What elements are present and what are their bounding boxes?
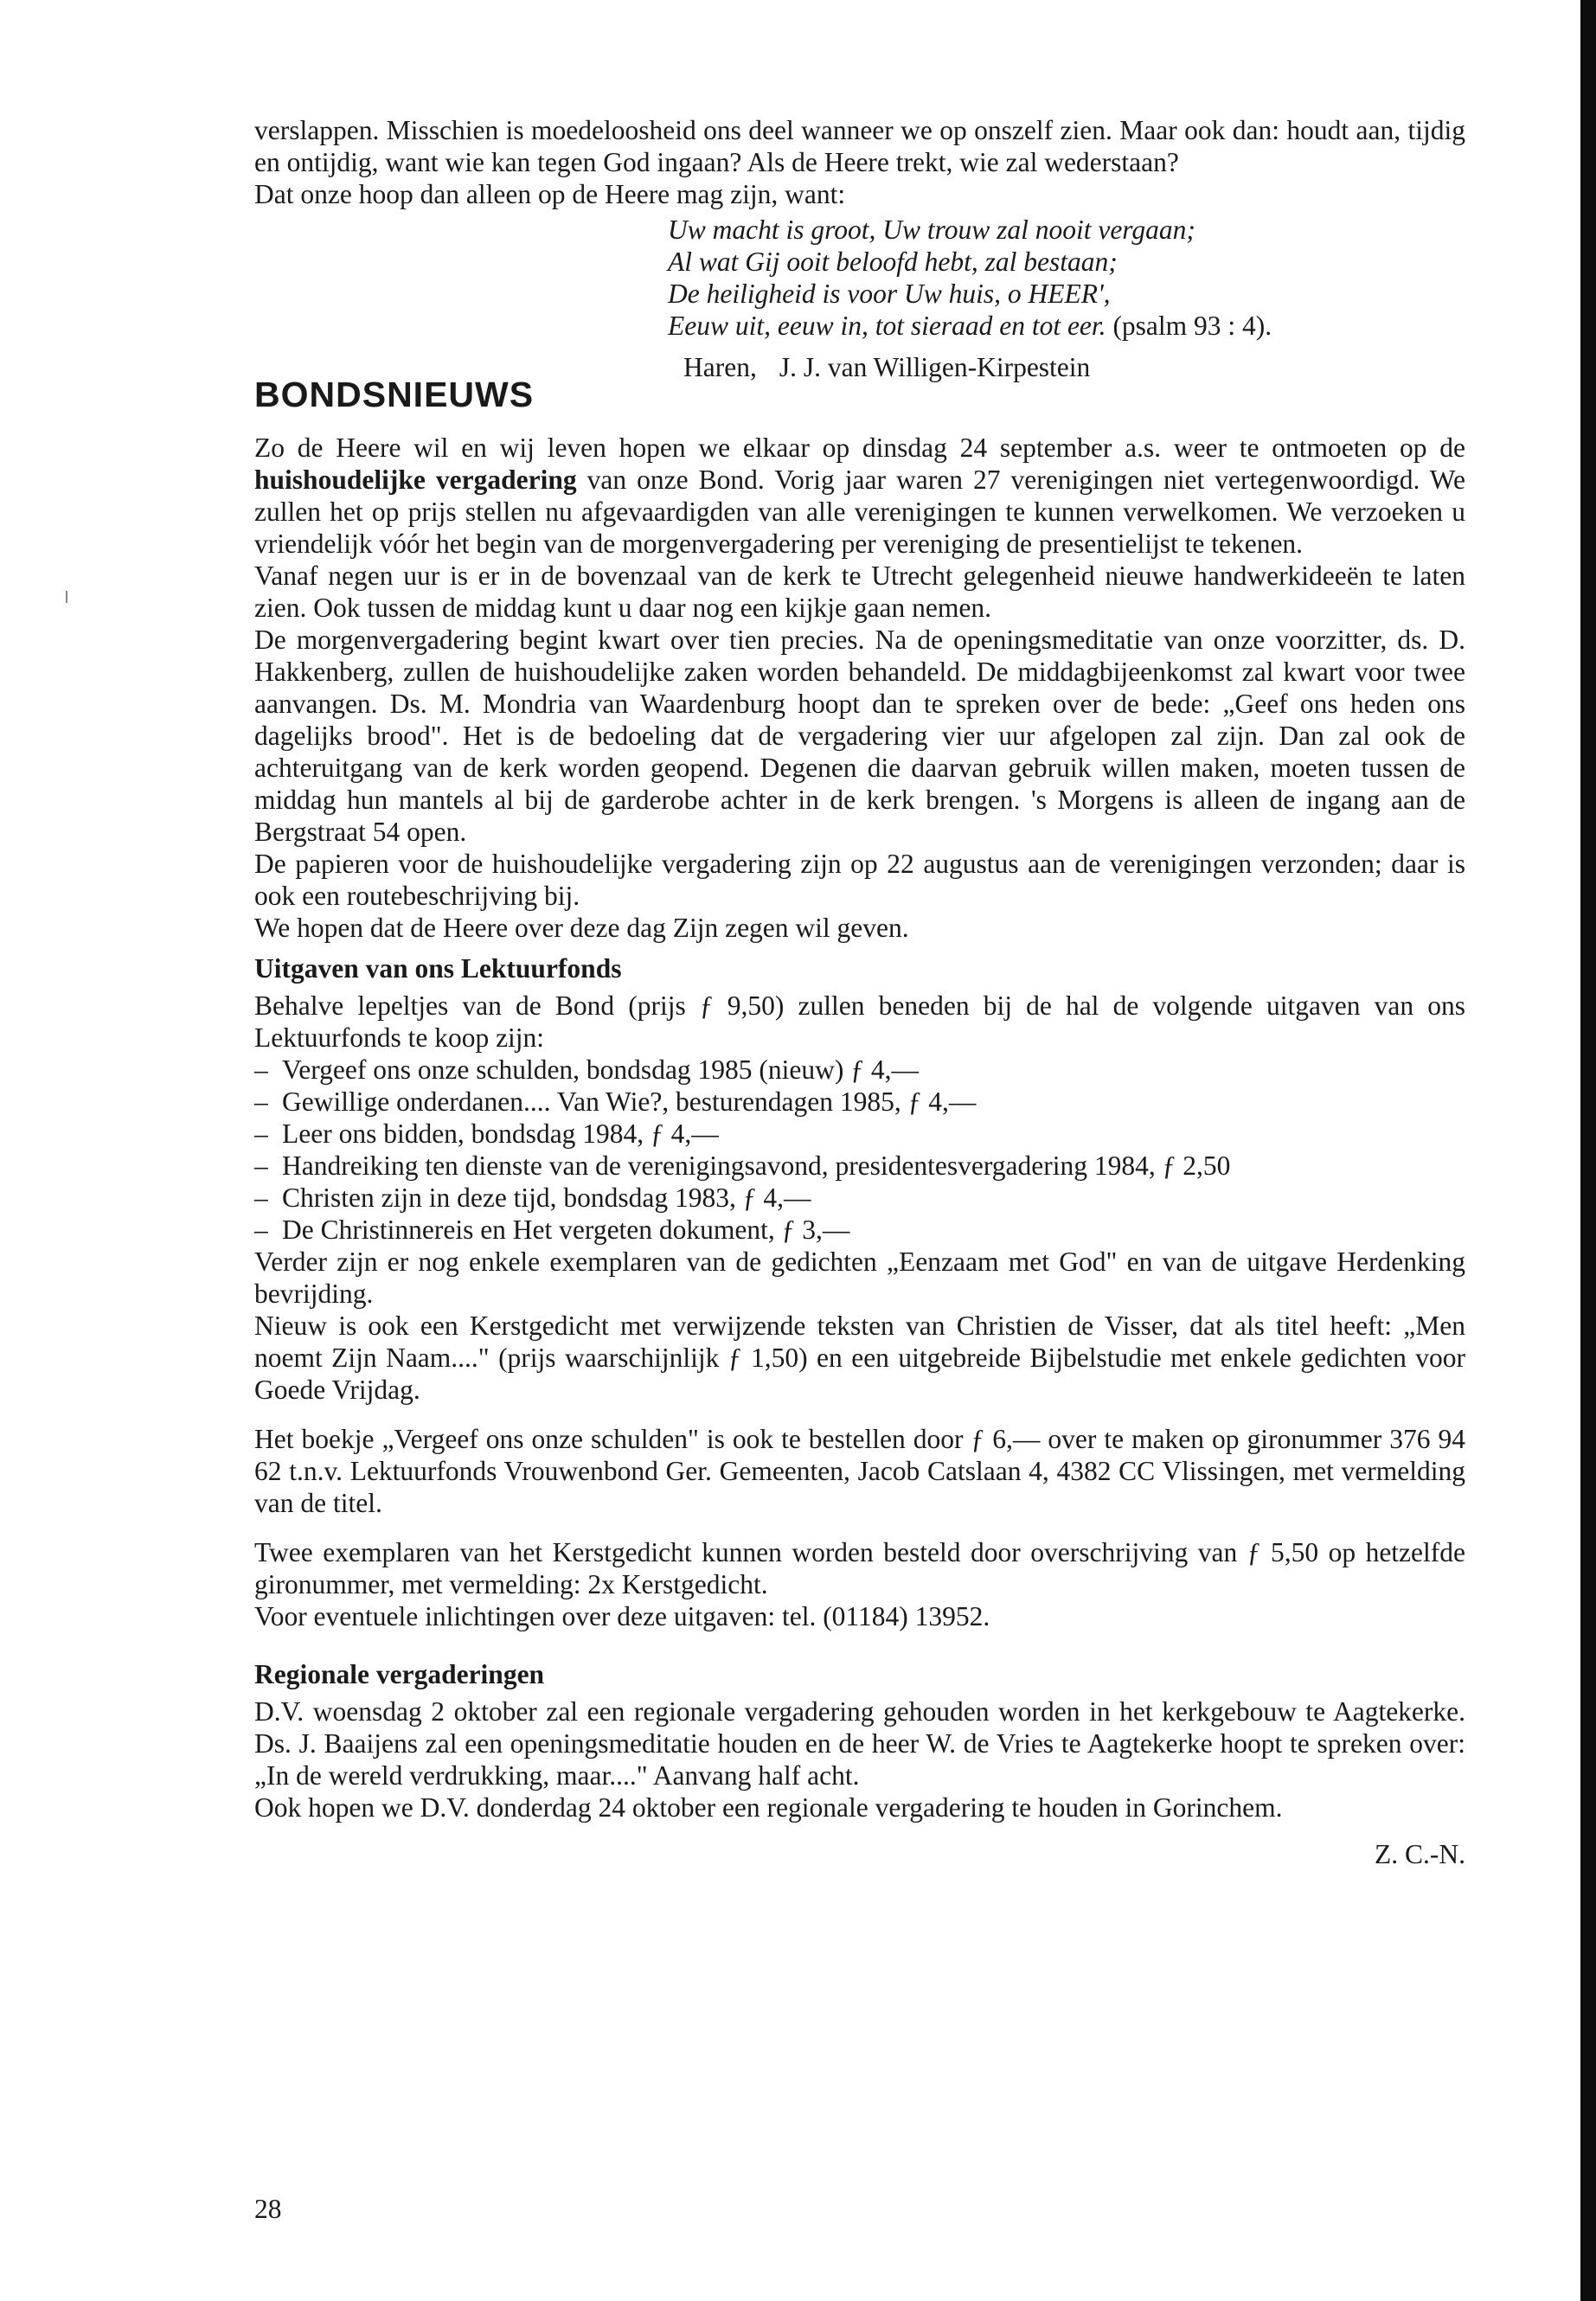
- list-item-text: Handreiking ten dienste van de verenigingsavond, presidentesvergadering 1984, ƒ 2,50: [282, 1150, 1231, 1181]
- signature-place: Haren,: [683, 352, 757, 382]
- psalm-quote: [668, 214, 1465, 342]
- poem-line: Al wat Gij ooit beloofd hebt, zal bestaan;: [668, 247, 1118, 277]
- kerstgedicht-paragraph: Twee exemplaren van het Kerstgedicht kunnen worden besteld door overschrijving van ƒ 5,50 op hetzelfde gironummer, met vermelding: 2x Kerstgedicht.: [254, 1537, 1465, 1599]
- psalm-reference: (psalm 93 : 4).: [1112, 311, 1272, 341]
- list-dash: –: [254, 1118, 268, 1149]
- list-item: [254, 1054, 1465, 1086]
- author-signature: [683, 352, 1090, 383]
- regional-heading: Regionale vergaderingen: [254, 1659, 545, 1689]
- order-paragraph: Het boekje „Vergeef ons onze schulden" is ook te bestellen door ƒ 6,— over te maken op gironummer 376 94 62 t.n.v. Lektuurfonds Vrouwenbond Ger. Gemeenten, Jacob Catslaan 4, 4382 CC Vlissingen, met vermelding van de titel.: [254, 1424, 1465, 1518]
- poem-line-text: Eeuw uit, eeuw in, tot sieraad en tot eer.: [668, 311, 1106, 341]
- news-paragraph: Vanaf negen uur is er in de bovenzaal van de kerk te Utrecht gelegenheid nieuwe handwerkideeën te laten zien. Ook tussen de middag kunt u daar nog een kijkje gaan nemen.: [254, 561, 1465, 623]
- news-paragraph: [254, 432, 1465, 560]
- list-item-text: De Christinnereis en Het vergeten dokument, ƒ 3,—: [282, 1215, 850, 1245]
- intro-paragraph: verslappen. Misschien is moedeloosheid ons deel wanneer we op onszelf zien. Maar ook dan: houdt aan, tijdig en ontijdig, want wie kan tegen God ingaan? Als de Heere trekt, wie zal wederstaan?: [254, 115, 1465, 177]
- margin-mark: [66, 591, 67, 603]
- lektuurfonds-intro: Behalve lepeltjes van de Bond (prijs ƒ 9,50) zullen beneden bij de hal de volgende uitgaven van ons Lektuurfonds te koop zijn:: [254, 990, 1465, 1053]
- list-dash: –: [254, 1054, 268, 1085]
- section-title: BONDSNIEUWS: [254, 375, 535, 414]
- list-item-text: Gewillige onderdanen.... Van Wie?, besturendagen 1985, ƒ 4,—: [282, 1086, 977, 1117]
- list-item-text: Christen zijn in deze tijd, bondsdag 1983, ƒ 4,—: [282, 1183, 811, 1213]
- news-paragraph: De morgenvergadering begint kwart over tien precies. Na de openingsmeditatie van onze voorzitter, ds. D. Hakkenberg, zullen de huishoudelijke zaken worden behandeld. De middagbijeenkomst zal kwart voor twee aanvangen. Ds. M. Mondria van Waardenburg hoopt dan te spreken over de bede: „Geef ons heden ons dagelijks brood". Het is de bedoeling dat de vergadering vier uur afgelopen zal zijn. Dan zal ook de achteruitgang van de kerk worden geopend. Degenen die daarvan gebruik willen maken, moeten tussen de middag hun mantels al bij de garderobe achter in de kerk brengen. 's Morgens is alleen de ingang aan de Bergstraat 54 open.: [254, 625, 1465, 847]
- regional-paragraph: Ook hopen we D.V. donderdag 24 oktober een regionale vergadering te houden in Gorinchem.: [254, 1792, 1283, 1823]
- scan-edge-bar: [1580, 0, 1596, 2301]
- intro-paragraph-2: Dat onze hoop dan alleen op de Heere mag zijn, want:: [254, 179, 846, 209]
- publication-list: [254, 1054, 1465, 1246]
- lektuurfonds-heading: Uitgaven van ons Lektuurfonds: [254, 953, 622, 984]
- list-dash: –: [254, 1086, 268, 1117]
- news-text: Zo de Heere wil en wij leven hopen we elkaar op dinsdag 24 september a.s. weer te ontmoeten op de: [254, 433, 1465, 463]
- list-dash: –: [254, 1150, 268, 1181]
- list-item-text: Leer ons bidden, bondsdag 1984, ƒ 4,—: [282, 1118, 719, 1149]
- list-item: [254, 1150, 1465, 1182]
- list-item: [254, 1182, 1465, 1214]
- page-content: [254, 114, 1465, 1870]
- news-emphasis: huishoudelijke vergadering: [254, 465, 577, 495]
- list-item-text: Vergeef ons onze schulden, bondsdag 1985 (nieuw) ƒ 4,—: [282, 1054, 920, 1085]
- list-dash: –: [254, 1215, 268, 1245]
- signature-author: J. J. van Willigen-Kirpestein: [779, 352, 1091, 382]
- contact-paragraph: Voor eventuele inlichtingen over deze uitgaven: tel. (01184) 13952.: [254, 1601, 990, 1631]
- poem-line-last: [668, 310, 1465, 342]
- closing-signature: Z. C.-N.: [1375, 1839, 1465, 1869]
- list-dash: –: [254, 1183, 268, 1213]
- list-item: [254, 1118, 1465, 1150]
- news-text: van onze Bond. Vorig jaar waren 27 verenigingen niet vertegenwoordigd. We zullen het op prijs stellen nu afgevaardigden van alle verenigingen te kunnen verwelkomen. We verzoeken u vriendelijk vóór het begin van de morgenvergadering per vereniging de presentielijst te tekenen.: [254, 465, 1466, 559]
- regional-paragraph: D.V. woensdag 2 oktober zal een regionale vergadering gehouden worden in het kerkgebouw te Aagtekerke. Ds. J. Baaijens zal een openingsmeditatie houden en de heer W. de Vries te Aagtekerke hoopt te spreken over: „In de wereld verdrukking, maar...." Aanvang half acht.: [254, 1696, 1465, 1791]
- poem-line: Uw macht is groot, Uw trouw zal nooit vergaan;: [668, 215, 1195, 245]
- lektuurfonds-paragraph: Nieuw is ook een Kerstgedicht met verwijzende teksten van Christien de Visser, dat als titel heeft: „Men noemt Zijn Naam...." (prijs waarschijnlijk ƒ 1,50) en een uitgebreide Bijbelstudie met enkele gedichten voor Goede Vrijdag.: [254, 1311, 1465, 1405]
- news-paragraph: De papieren voor de huishoudelijke vergadering zijn op 22 augustus aan de verenigingen verzonden; daar is ook een routebeschrijving bij.: [254, 849, 1465, 911]
- page-number: 28: [254, 2194, 282, 2224]
- list-item: [254, 1086, 1465, 1118]
- list-item: [254, 1214, 1465, 1246]
- poem-line: De heiligheid is voor Uw huis, o HEER',: [668, 279, 1111, 309]
- news-paragraph: We hopen dat de Heere over deze dag Zijn zegen wil geven.: [254, 913, 909, 943]
- section-masthead: [254, 342, 1465, 432]
- lektuurfonds-paragraph: Verder zijn er nog enkele exemplaren van de gedichten „Eenzaam met God" en van de uitgave Herdenking bevrijding.: [254, 1247, 1465, 1309]
